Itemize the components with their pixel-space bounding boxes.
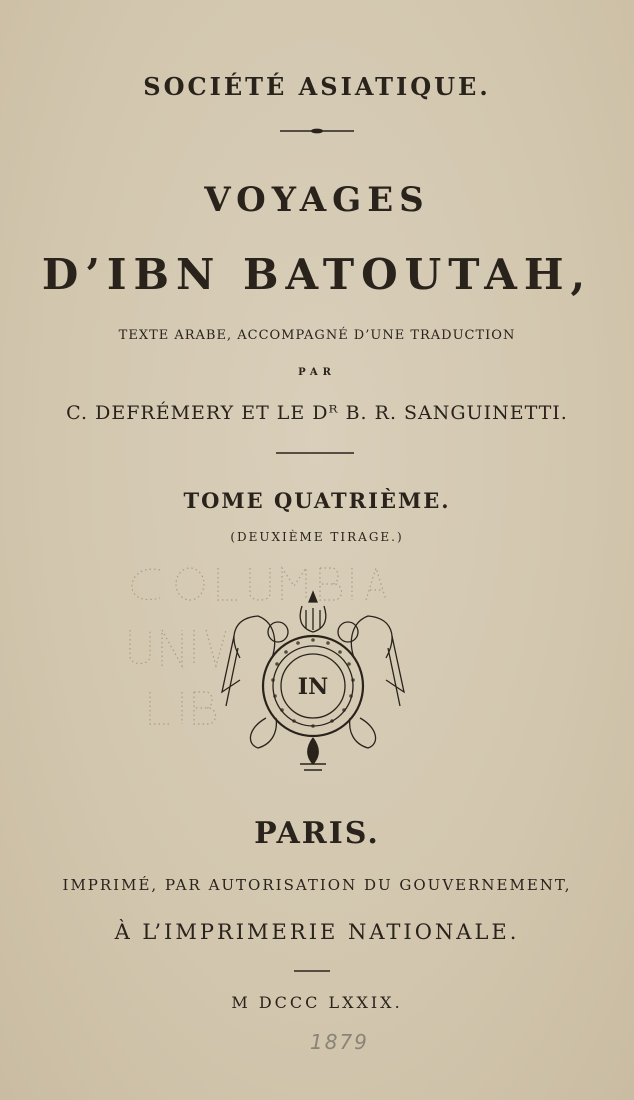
handwritten-year-annotation: 1879 bbox=[310, 1030, 369, 1054]
divider-rule bbox=[0, 448, 634, 458]
emblem-monogram: IN bbox=[297, 674, 329, 700]
subtitle: TEXTE ARABE, ACCOMPAGNÉ D’UNE TRADUCTION bbox=[118, 328, 516, 343]
publication-year: M DCCC LXXIX. bbox=[231, 993, 403, 1012]
city: PARIS. bbox=[254, 816, 380, 851]
divider-rule-bottom bbox=[0, 966, 634, 976]
by-line: PAR bbox=[298, 367, 336, 378]
printing-edition: (DEUXIÈME TIRAGE.) bbox=[230, 530, 404, 544]
translators: C. DEFRÉMERY ET LE Dᴿ B. R. SANGUINETTI. bbox=[66, 402, 568, 424]
ornamental-divider bbox=[0, 126, 634, 136]
volume-number: TOME QUATRIÈME. bbox=[183, 488, 451, 513]
title-line-voyages: VOYAGES bbox=[204, 180, 430, 220]
imprimerie-nationale-emblem-icon bbox=[218, 588, 408, 778]
society-name: SOCIÉTÉ ASIATIQUE. bbox=[143, 72, 491, 101]
title-line-author: D’IBN BATOUTAH, bbox=[41, 250, 593, 299]
imprint-line-1: IMPRIMÉ, PAR AUTORISATION DU GOUVERNEMENT, bbox=[62, 876, 572, 894]
imprint-line-2: À L’IMPRIMERIE NATIONALE. bbox=[114, 920, 520, 944]
